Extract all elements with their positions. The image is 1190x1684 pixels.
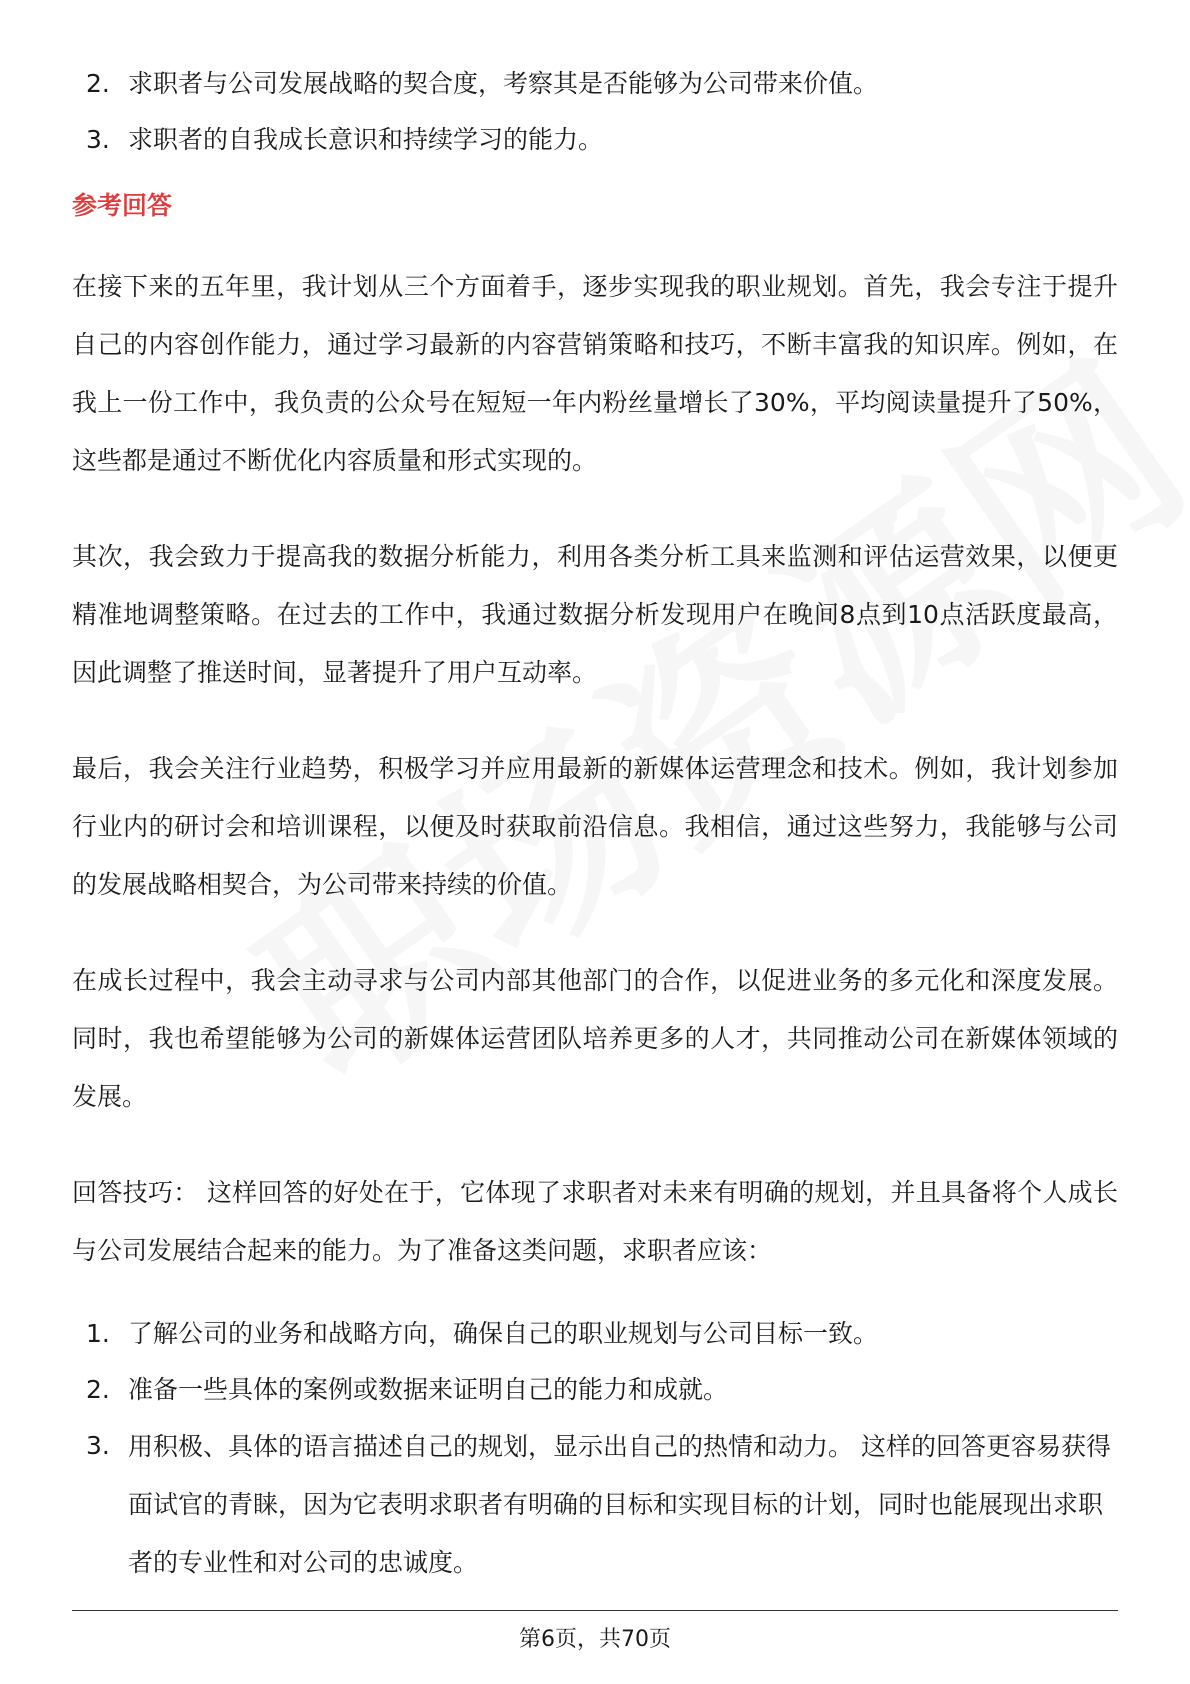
list-item bbox=[72, 1418, 1118, 1592]
list-item-text: 求职者与公司发展战略的契合度，考察其是否能够为公司带来价值。 bbox=[128, 69, 879, 98]
document-page bbox=[72, 56, 1118, 1592]
paragraph: 在接下来的五年里，我计划从三个方面着手，逐步实现我的职业规划。首先，我会专注于提升自己的内容创作能力，通过学习最新的内容营销策略和技巧，不断丰富我的知识库。例如，在我上一份工作中，我负责的公众号在短短一年内粉丝量增长了30%，平均阅读量提升了50%，这些都是通过不断优化内容质量和形式实现的。 bbox=[72, 272, 1118, 475]
paragraph: 在成长过程中，我会主动寻求与公司内部其他部门的合作，以促进业务的多元化和深度发展。同时，我也希望能够为公司的新媒体运营团队培养更多的人才，共同推动公司在新媒体领域的发展。 bbox=[72, 966, 1118, 1111]
paragraph-tips: 回答技巧： 这样回答的好处在于，它体现了求职者对未来有明确的规划，并且具备将个人成长与公司发展结合起来的能力。为了准备这类问题，求职者应该： bbox=[72, 1178, 1118, 1265]
top-list bbox=[72, 56, 1118, 168]
list-item bbox=[72, 1362, 1118, 1418]
list-item bbox=[72, 112, 1118, 168]
list-item bbox=[72, 56, 1118, 112]
list-item-number: 3. bbox=[86, 125, 110, 154]
list-item-text: 准备一些具体的案例或数据来证明自己的能力和成就。 bbox=[128, 1375, 729, 1404]
footer-divider bbox=[72, 1610, 1118, 1611]
bottom-list bbox=[72, 1306, 1118, 1592]
section-title: 参考回答 bbox=[72, 191, 173, 220]
list-item-number: 1. bbox=[86, 1319, 110, 1348]
paragraph: 其次，我会致力于提高我的数据分析能力，利用各类分析工具来监测和评估运营效果，以便更精准地调整策略。在过去的工作中，我通过数据分析发现用户在晚间8点到10点活跃度最高，因此调整了推送时间，显著提升了用户互动率。 bbox=[72, 542, 1118, 687]
list-item bbox=[72, 1306, 1118, 1362]
list-item-text: 求职者的自我成长意识和持续学习的能力。 bbox=[128, 125, 604, 154]
list-item-text: 了解公司的业务和战略方向，确保自己的职业规划与公司目标一致。 bbox=[128, 1319, 879, 1348]
page-number: 第6页，共70页 bbox=[519, 1627, 671, 1652]
list-item-number: 2. bbox=[86, 69, 110, 98]
list-item-number: 3. bbox=[86, 1431, 110, 1460]
paragraph: 最后，我会关注行业趋势，积极学习并应用最新的新媒体运营理念和技术。例如，我计划参加行业内的研讨会和培训课程，以便及时获取前沿信息。我相信，通过这些努力，我能够与公司的发展战略相契合，为公司带来持续的价值。 bbox=[72, 754, 1118, 899]
list-item-number: 2. bbox=[86, 1375, 110, 1404]
list-item-text: 用积极、具体的语言描述自己的规划，显示出自己的热情和动力。 这样的回答更容易获得面试官的青睐，因为它表明求职者有明确的目标和实现目标的计划，同时也能展现出求职者的专业性和对公司的忠诚度。 bbox=[128, 1432, 1111, 1577]
